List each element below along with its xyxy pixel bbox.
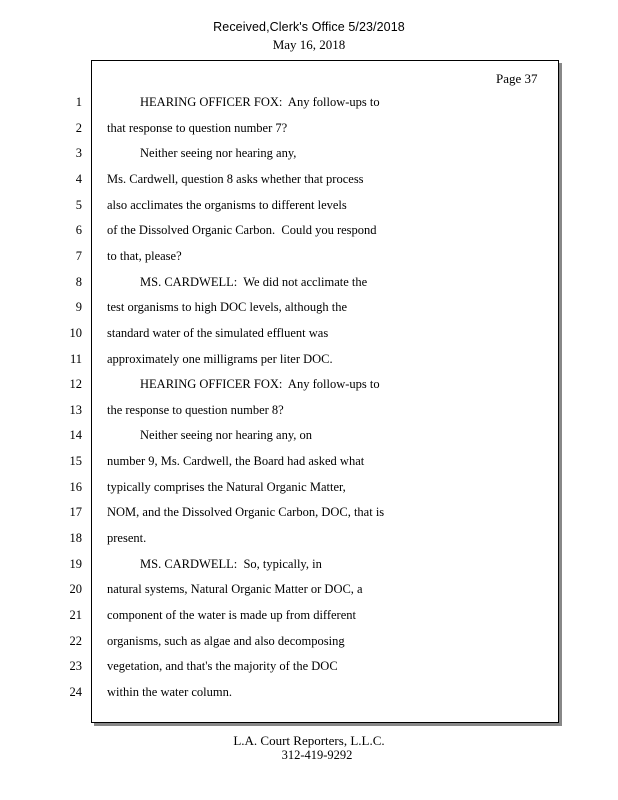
transcript-line: test organisms to high DOC levels, although the xyxy=(107,300,348,314)
transcript-line: component of the water is made up from different xyxy=(107,608,356,622)
line-number: 3 xyxy=(75,146,82,160)
transcript-line: that response to question number 7? xyxy=(107,121,288,135)
line-number: 13 xyxy=(69,403,82,417)
transcript-line: of the Dissolved Organic Carbon. Could you respond xyxy=(107,223,377,237)
line-number: 22 xyxy=(69,634,82,648)
transcript-line: standard water of the simulated effluent was xyxy=(107,326,329,340)
footer-company: L.A. Court Reporters, L.L.C. xyxy=(233,733,385,748)
transcript-line: the response to question number 8? xyxy=(107,403,284,417)
line-number: 1 xyxy=(75,95,82,109)
transcript-line: number 9, Ms. Cardwell, the Board had asked what xyxy=(107,454,365,468)
line-number: 12 xyxy=(69,377,82,391)
line-number: 19 xyxy=(69,557,82,571)
transcript-line: Neither seeing nor hearing any, on xyxy=(140,428,313,442)
transcript-line: present. xyxy=(107,531,147,545)
transcript-line: MS. CARDWELL: So, typically, in xyxy=(140,557,322,571)
transcript-line: to that, please? xyxy=(107,249,182,263)
received-stamp: Received,Clerk's Office 5/23/2018 xyxy=(213,20,405,34)
footer-phone: 312-419-9292 xyxy=(281,748,353,762)
line-number: 4 xyxy=(75,172,82,186)
transcript-line: natural systems, Natural Organic Matter or DOC, a xyxy=(107,582,363,596)
transcript-line: NOM, and the Dissolved Organic Carbon, DOC, that is xyxy=(107,505,385,519)
line-number: 6 xyxy=(75,223,82,237)
line-number: 18 xyxy=(69,531,82,545)
line-number: 24 xyxy=(69,685,82,699)
line-number: 7 xyxy=(75,249,82,263)
document-date: May 16, 2018 xyxy=(272,37,346,52)
transcript-line: also acclimates the organisms to different levels xyxy=(107,198,347,212)
transcript-line: vegetation, and that's the majority of the DOC xyxy=(107,659,338,673)
line-number: 2 xyxy=(75,121,82,135)
line-number: 10 xyxy=(69,326,82,340)
line-number: 16 xyxy=(69,480,82,494)
line-number: 14 xyxy=(69,428,82,442)
transcript-line: HEARING OFFICER FOX: Any follow-ups to xyxy=(140,95,380,109)
line-number: 21 xyxy=(69,608,82,622)
line-number: 5 xyxy=(75,198,82,212)
line-number: 15 xyxy=(69,454,82,468)
transcript-line: Neither seeing nor hearing any, xyxy=(140,146,297,160)
transcript-line: typically comprises the Natural Organic Matter, xyxy=(107,480,346,494)
transcript-line: HEARING OFFICER FOX: Any follow-ups to xyxy=(140,377,380,391)
line-number: 20 xyxy=(69,582,82,596)
line-number: 23 xyxy=(69,659,82,673)
line-number: 11 xyxy=(69,352,82,366)
line-number: 8 xyxy=(75,275,82,289)
line-number: 9 xyxy=(75,300,82,314)
transcript-line: within the water column. xyxy=(107,685,232,699)
page-number: Page 37 xyxy=(496,71,538,86)
line-number: 17 xyxy=(69,505,82,519)
transcript-line: Ms. Cardwell, question 8 asks whether that process xyxy=(107,172,364,186)
transcript-line: organisms, such as algae and also decomposing xyxy=(107,634,345,648)
transcript-line: approximately one milligrams per liter DOC. xyxy=(107,352,333,366)
transcript-line: MS. CARDWELL: We did not acclimate the xyxy=(140,275,368,289)
